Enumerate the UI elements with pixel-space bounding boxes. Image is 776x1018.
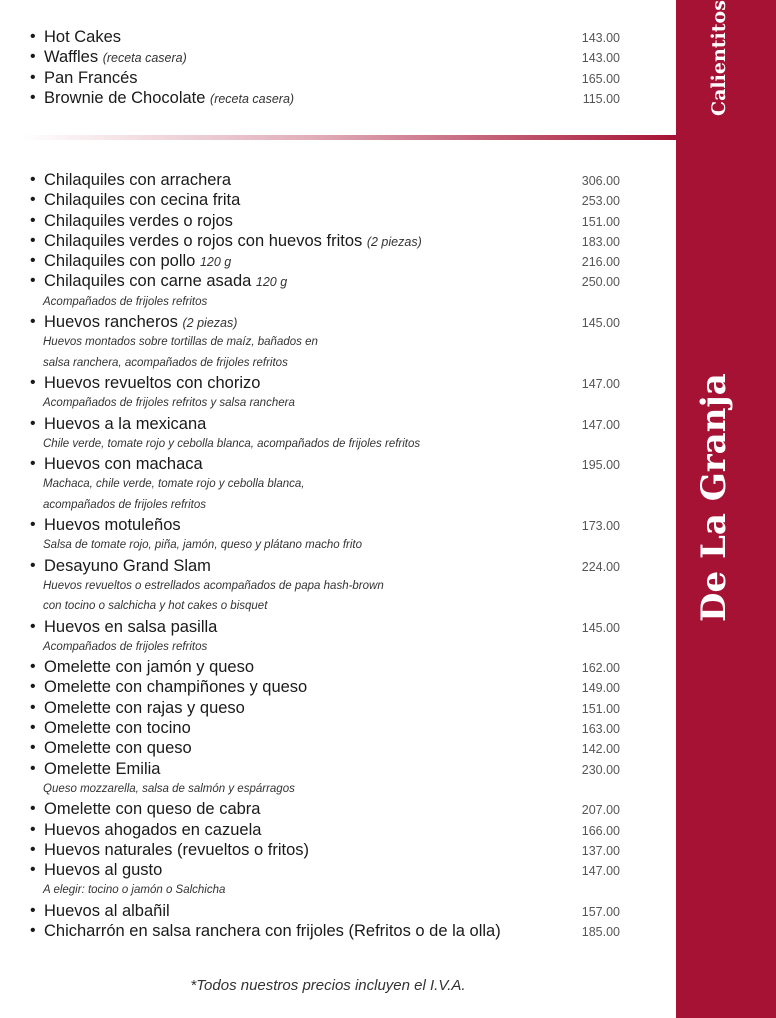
bullet-icon: • bbox=[30, 820, 36, 838]
menu-item-name bbox=[44, 799, 260, 819]
menu-item-title: Omelette con champiñones y queso bbox=[44, 678, 308, 697]
menu-item-title: Omelette con tocino bbox=[44, 719, 191, 738]
menu-item-name bbox=[44, 840, 309, 860]
menu-item-title: Omelette Emilia bbox=[44, 759, 161, 778]
menu-item-price: 250.00 bbox=[581, 275, 620, 290]
menu-item-description: salsa ranchera, acompañados de frijoles refritos bbox=[43, 356, 288, 369]
menu-item-price: 115.00 bbox=[582, 91, 620, 106]
menu-item-title: Brownie de Chocolate bbox=[44, 88, 206, 107]
bullet-icon: • bbox=[30, 373, 36, 391]
menu-item bbox=[30, 454, 630, 474]
bullet-icon: • bbox=[30, 921, 36, 939]
bullet-icon: • bbox=[30, 739, 36, 757]
bullet-icon: • bbox=[30, 617, 36, 635]
menu-item-note: 120 g bbox=[199, 255, 232, 270]
bullet-icon: • bbox=[30, 48, 36, 66]
menu-item-price: 166.00 bbox=[581, 823, 620, 838]
menu-item-title: Chilaquiles con cecina frita bbox=[44, 191, 241, 210]
bullet-icon: • bbox=[30, 678, 36, 696]
menu-item bbox=[30, 414, 630, 434]
menu-item-price: 216.00 bbox=[581, 255, 620, 270]
menu-list-de-la-granja bbox=[30, 170, 630, 941]
menu-item-name bbox=[44, 27, 121, 47]
bullet-icon: • bbox=[30, 231, 36, 249]
menu-item bbox=[30, 738, 630, 758]
menu-item-price: 137.00 bbox=[581, 843, 620, 858]
menu-item bbox=[30, 251, 630, 271]
menu-item-name bbox=[44, 556, 211, 576]
menu-item-name bbox=[44, 373, 260, 393]
menu-item bbox=[30, 921, 630, 941]
menu-item-price: 230.00 bbox=[581, 762, 620, 777]
menu-item-price: 253.00 bbox=[581, 194, 620, 209]
menu-item-title: Huevos naturales (revueltos o fritos) bbox=[44, 840, 310, 859]
menu-item bbox=[30, 68, 630, 88]
menu-item bbox=[30, 799, 630, 819]
menu-item-title: Chilaquiles con arrachera bbox=[44, 171, 232, 189]
bullet-icon: • bbox=[30, 658, 36, 676]
menu-item-price: 173.00 bbox=[581, 519, 620, 534]
menu-item-note: (2 piezas) bbox=[366, 234, 422, 249]
bullet-icon: • bbox=[30, 861, 36, 879]
menu-item-name bbox=[44, 211, 233, 231]
menu-item-description: Huevos revueltos o estrellados acompañados de papa hash-brown bbox=[43, 579, 384, 592]
menu-item-price: 147.00 bbox=[581, 376, 620, 391]
menu-item-description: con tocino o salchicha y hot cakes o bisquet bbox=[43, 600, 268, 613]
menu-item-name bbox=[44, 698, 245, 718]
menu-item-price: 145.00 bbox=[581, 316, 620, 331]
menu-item-title: Pan Francés bbox=[44, 68, 138, 87]
menu-item-name bbox=[44, 454, 203, 474]
menu-item-name bbox=[44, 271, 287, 292]
menu-item-name bbox=[44, 47, 187, 68]
menu-item-price: 151.00 bbox=[581, 214, 620, 229]
menu-item-name bbox=[44, 718, 191, 738]
menu-item-title: Huevos con machaca bbox=[44, 455, 203, 474]
menu-item-title: Chilaquiles verdes o rojos bbox=[44, 211, 233, 230]
menu-item bbox=[30, 88, 630, 108]
menu-item-description: Queso mozzarella, salsa de salmón y espárragos bbox=[43, 782, 295, 795]
bullet-icon: • bbox=[30, 28, 36, 45]
section-divider bbox=[20, 135, 676, 140]
menu-item bbox=[30, 759, 630, 779]
menu-item-title: Desayuno Grand Slam bbox=[44, 556, 211, 575]
bullet-icon: • bbox=[30, 516, 36, 534]
menu-item bbox=[30, 47, 630, 67]
menu-item-description: Acompañados de frijoles refritos bbox=[43, 295, 208, 308]
menu-item-name bbox=[44, 860, 162, 880]
menu-item-price: 306.00 bbox=[581, 174, 620, 188]
menu-item bbox=[30, 840, 630, 860]
menu-item-title: Huevos en salsa pasilla bbox=[44, 617, 218, 636]
menu-item-price: 195.00 bbox=[581, 458, 620, 473]
menu-item-price: 143.00 bbox=[581, 51, 620, 66]
menu-item bbox=[30, 515, 630, 535]
bullet-icon: • bbox=[30, 313, 36, 331]
menu-item-name bbox=[44, 657, 254, 677]
bullet-icon: • bbox=[30, 719, 36, 737]
menu-item-note: (2 piezas) bbox=[182, 316, 238, 331]
menu-item bbox=[30, 617, 630, 637]
menu-item-name bbox=[44, 901, 170, 921]
menu-item-name bbox=[44, 68, 138, 88]
menu-item bbox=[30, 698, 630, 718]
menu-item-title: Chilaquiles con pollo bbox=[44, 252, 196, 271]
menu-item bbox=[30, 170, 630, 190]
menu-item bbox=[30, 211, 630, 231]
menu-item bbox=[30, 373, 630, 393]
menu-item-description: Acompañados de frijoles refritos y salsa ranchera bbox=[43, 397, 295, 410]
section-title-de-la-granja: De La Granja bbox=[694, 373, 734, 622]
bullet-icon: • bbox=[30, 840, 36, 858]
bullet-icon: • bbox=[30, 556, 36, 574]
bullet-icon: • bbox=[30, 191, 36, 209]
menu-item-title: Huevos motuleños bbox=[44, 516, 181, 535]
menu-item-name bbox=[44, 820, 261, 840]
bullet-icon: • bbox=[30, 171, 36, 188]
menu-item-title: Huevos al albañil bbox=[44, 901, 170, 920]
bullet-icon: • bbox=[30, 252, 36, 270]
menu-item-price: 157.00 bbox=[581, 904, 620, 919]
menu-item-price: 224.00 bbox=[581, 559, 620, 574]
menu-item-price: 142.00 bbox=[581, 742, 620, 757]
menu-item-note: (receta casera) bbox=[102, 51, 187, 66]
menu-item-price: 149.00 bbox=[581, 681, 620, 696]
menu-item-note: 120 g bbox=[255, 275, 288, 290]
menu-item-title: Huevos revueltos con chorizo bbox=[44, 373, 261, 392]
bullet-icon: • bbox=[30, 800, 36, 818]
menu-item-title: Huevos al gusto bbox=[44, 861, 163, 880]
menu-item-title: Chilaquiles verdes o rojos con huevos fritos bbox=[44, 231, 363, 250]
menu-item-price: 185.00 bbox=[581, 924, 620, 939]
menu-item-price: 147.00 bbox=[581, 864, 620, 879]
menu-item-name bbox=[44, 88, 294, 109]
menu-item bbox=[30, 677, 630, 697]
menu-item-title: Omelette con queso de cabra bbox=[44, 800, 261, 819]
bullet-icon: • bbox=[30, 414, 36, 432]
menu-item-price: 162.00 bbox=[581, 661, 620, 676]
menu-item-title: Hot Cakes bbox=[44, 28, 122, 46]
menu-item-name bbox=[44, 738, 192, 758]
menu-item-title: Omelette con queso bbox=[44, 739, 192, 758]
bullet-icon: • bbox=[30, 68, 36, 86]
menu-item-name bbox=[44, 251, 231, 272]
menu-item-price: 183.00 bbox=[581, 234, 620, 249]
bullet-icon: • bbox=[30, 211, 36, 229]
bullet-icon: • bbox=[30, 901, 36, 919]
menu-item-price: 151.00 bbox=[581, 701, 620, 716]
menu-item-name bbox=[44, 515, 181, 535]
menu-item bbox=[30, 820, 630, 840]
menu-item-price: 147.00 bbox=[581, 417, 620, 432]
menu-item-description: A elegir: tocino o jamón o Salchicha bbox=[43, 884, 226, 897]
tax-note: *Todos nuestros precios incluyen el I.V.A. bbox=[190, 977, 466, 994]
menu-item-note: (receta casera) bbox=[210, 91, 295, 106]
menu-item-description: Huevos montados sobre tortillas de maíz, bañados en bbox=[43, 336, 318, 349]
menu-item-title: Chicharrón en salsa ranchera con frijoles (Refritos o de la olla) bbox=[44, 921, 501, 940]
menu-item-name bbox=[44, 312, 237, 333]
menu-item-name bbox=[44, 190, 240, 210]
menu-item-price: 163.00 bbox=[581, 722, 620, 737]
menu-item-description: Acompañados de frijoles refritos bbox=[43, 640, 208, 653]
menu-item-name bbox=[44, 759, 160, 779]
menu-item-price: 165.00 bbox=[581, 71, 620, 86]
menu-item bbox=[30, 190, 630, 210]
menu-item bbox=[30, 901, 630, 921]
menu-item-name bbox=[44, 617, 217, 637]
menu-item bbox=[30, 231, 630, 251]
menu-item-name bbox=[44, 170, 231, 190]
menu-item-description: acompañados de frijoles refritos bbox=[43, 498, 206, 511]
menu-item bbox=[30, 27, 630, 47]
menu-item-name bbox=[44, 414, 206, 434]
menu-item-price: 145.00 bbox=[581, 620, 620, 635]
menu-item-description: Chile verde, tomate rojo y cebolla blanca, acompañados de frijoles refritos bbox=[43, 437, 421, 450]
menu-item-name bbox=[44, 677, 307, 697]
menu-item bbox=[30, 312, 630, 332]
bullet-icon: • bbox=[30, 759, 36, 777]
menu-item bbox=[30, 556, 630, 576]
menu-item-title: Huevos rancheros bbox=[44, 313, 178, 332]
menu-item bbox=[30, 657, 630, 677]
menu-item-title: Waffles bbox=[44, 48, 99, 67]
section-title-calientitos: Calientitos bbox=[708, 0, 730, 116]
menu-item bbox=[30, 271, 630, 291]
menu-list-calientitos bbox=[30, 27, 630, 108]
menu-item-price: 207.00 bbox=[581, 803, 620, 818]
menu-item bbox=[30, 718, 630, 738]
menu-item-title: Omelette con rajas y queso bbox=[44, 698, 245, 717]
bullet-icon: • bbox=[30, 272, 36, 290]
menu-item-name bbox=[44, 231, 422, 252]
bullet-icon: • bbox=[30, 698, 36, 716]
menu-item bbox=[30, 860, 630, 880]
menu-item-title: Huevos a la mexicana bbox=[44, 414, 207, 433]
menu-item-title: Omelette con jamón y queso bbox=[44, 658, 255, 677]
bullet-icon: • bbox=[30, 455, 36, 473]
menu-item-title: Chilaquiles con carne asada bbox=[44, 272, 252, 291]
bullet-icon: • bbox=[30, 88, 36, 106]
menu-item-price: 143.00 bbox=[581, 31, 620, 45]
menu-item-name bbox=[44, 921, 501, 941]
menu-item-description: Machaca, chile verde, tomate rojo y cebolla blanca, bbox=[43, 478, 305, 491]
menu-item-title: Huevos ahogados en cazuela bbox=[44, 820, 262, 839]
menu-item-description: Salsa de tomate rojo, piña, jamón, queso y plátano macho frito bbox=[43, 539, 362, 552]
